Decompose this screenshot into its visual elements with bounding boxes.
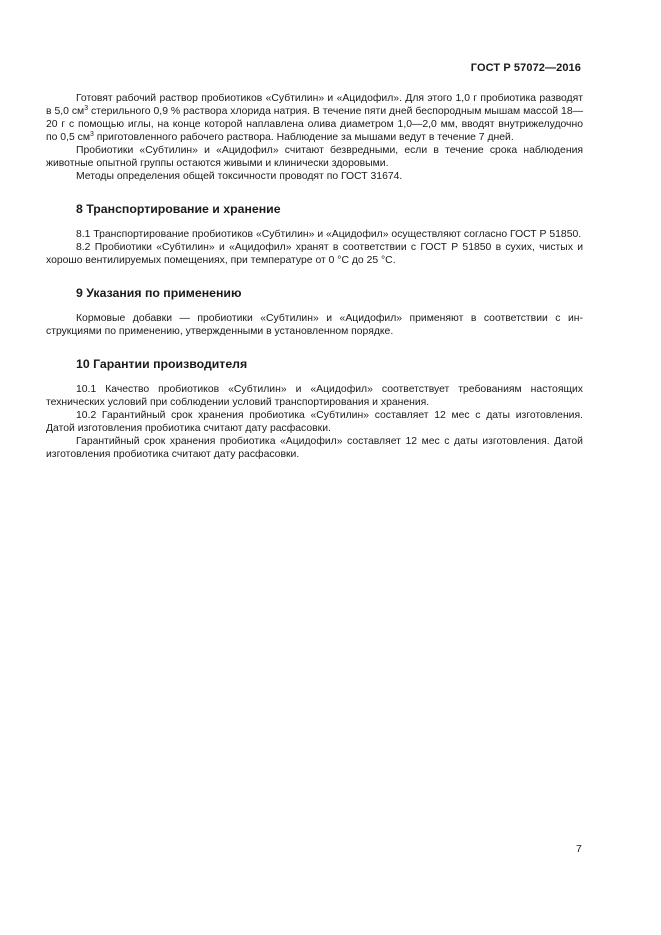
- intro-text-a: Готовят рабочий раствор пробиотиков «Субтилин» и «Ацидофил». Для этого 1,0 г пробиотика разводят в 5,0 см: [46, 93, 583, 117]
- document-body: [46, 92, 583, 461]
- section-8-paragraph-1: 8.1 Транспортирование пробиотиков «Субтилин» и «Ацидофил» осуществляют согласно ГОСТ Р 51850.: [76, 229, 582, 240]
- intro-text-b: стерильного 0,9 % раствора хлорида натрия. В течение пяти дней беспородным мышам массой 18—20 г с помощью иглы, на конце которой наплавлена олива диаметром 1,0—2,0 мм, вводят внутрижелудочно по 0,5 см: [46, 106, 584, 143]
- intro-paragraph-3: Методы определения общей токсичности проводят по ГОСТ 31674.: [76, 171, 403, 182]
- section-8-paragraph-2: 8.2 Пробиотики «Субтилин» и «Ацидофил» хранят в соответствии с ГОСТ Р 51850 в сухих, чистых и хорошо вентилируемых помещениях, при температуре от 0 °С до 25 °С.: [46, 242, 583, 266]
- document-number: ГОСТ Р 57072—2016: [470, 62, 581, 74]
- section-9-title: 9 Указания по применению: [76, 286, 242, 300]
- section-8-title: 8 Транспортирование и хранение: [76, 202, 281, 216]
- section-9-paragraph-1: Кормовые добавки — пробиотики «Субтилин» и «Ацидофил» применяют в соответствии с инструкциями по применению, утвержденными в установленном порядке.: [46, 313, 583, 337]
- section-10-paragraph-2: 10.2 Гарантийный срок хранения пробиотика «Субтилин» составляет 12 мес с даты изготовления. Датой изготовления пробиотика считают дату расфасовки.: [46, 410, 583, 434]
- section-10-paragraph-3: Гарантийный срок хранения пробиотика «Ацидофил» составляет 12 мес с даты изготовления. Датой изготовления пробиотика считают дату расфасовки.: [46, 436, 583, 460]
- section-10-paragraph-1: 10.1 Качество пробиотиков «Субтилин» и «Ацидофил» соответствует требованиям настоящих технических условий при соблюдении условий транспортирования и хранения.: [46, 384, 583, 408]
- intro-text-c: приготовленного рабочего раствора. Наблюдение за мышами ведут в течение 7 дней.: [93, 132, 514, 143]
- superscript-cubic: 3: [84, 105, 89, 112]
- intro-paragraph-1: [46, 92, 583, 144]
- superscript-cubic: 3: [89, 131, 94, 138]
- section-10-title: 10 Гарантии производителя: [76, 357, 248, 371]
- intro-paragraph-2: Пробиотики «Субтилин» и «Ацидофил» считают безвредными, если в течение срока наблюдения животные опытной группы остаются живыми и клинически здоровыми.: [46, 145, 583, 169]
- page-number: 7: [576, 843, 582, 855]
